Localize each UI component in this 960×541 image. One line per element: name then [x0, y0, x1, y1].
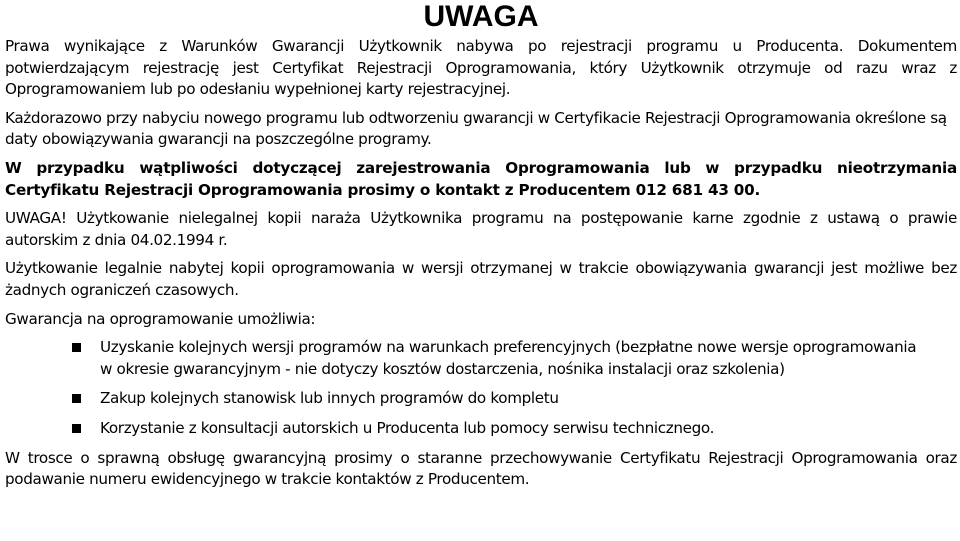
list-item-text: Uzyskanie kolejnych wersji programów na warunkach preferencyjnych (bezpłatne nowe wersje oprogramowania — [100, 338, 917, 357]
list-item — [5, 388, 957, 410]
paragraph-certificate-dates: Każdorazowo przy nabyciu nowego programu lub odtworzeniu gwarancji w Certyfikacie Rejestracji Oprogramowania określone są daty obowiązywania gwarancji na poszczególne programy. — [5, 108, 947, 149]
paragraph-registration: Prawa wynikające z Warunków Gwarancji Użytkownik nabywa po rejestracji programu u Producenta. Dokumentem potwierdzającym rejestrację jest Certyfikat Rejestracji Oprogramowania, który Użytkownik otrzymuje od razu wraz z Oprogramowaniem lub po odesłaniu wypełnionej karty rejestracyjnej. — [5, 37, 957, 99]
square-bullet-icon — [72, 424, 81, 433]
document-page — [5, 0, 957, 498]
paragraph-warning-illegal-copy: UWAGA! Użytkowanie nielegalnej kopii naraża Użytkownika programu na postępowanie karne zgodnie z ustawą o prawie autorskim z dnia 04.02.1994 r. — [5, 209, 957, 249]
paragraph-contact: W przypadku wątpliwości dotyczącej zarejestrowania Oprogramowania lub w przypadku nieotrzymania Certyfikatu Rejestracji Oprogramowania prosimy o kontakt z Producentem 012 681 43 00. — [5, 158, 957, 199]
list-item — [5, 337, 957, 380]
warranty-benefits-list — [5, 337, 957, 439]
square-bullet-icon — [72, 343, 81, 352]
square-bullet-icon — [72, 394, 81, 403]
list-item — [5, 418, 957, 440]
page-title: UWAGA — [423, 0, 539, 33]
list-item-text: Zakup kolejnych stanowisk lub innych programów do kompletu — [100, 389, 559, 408]
paragraph-warranty-enables: Gwarancja na oprogramowanie umożliwia: — [5, 309, 316, 328]
paragraph-keep-certificate: W trosce o sprawną obsługę gwarancyjną prosimy o staranne przechowywanie Certyfikatu Rejestracji Oprogramowania oraz podawanie numeru ewidencyjnego w trakcie kontaktów z Producentem. — [5, 448, 957, 489]
list-item-text: Korzystanie z konsultacji autorskich u Producenta lub pomocy serwisu technicznego. — [100, 418, 715, 437]
paragraph-legal-usage: Użytkowanie legalnie nabytej kopii oprogramowania w wersji otrzymanej w trakcie obowiązywania gwarancji jest możliwe bez żadnych ograniczeń czasowych. — [5, 259, 957, 299]
list-item-subtext: w okresie gwarancyjnym - nie dotyczy kosztów dostarczenia, nośnika instalacji oraz szkolenia) — [100, 359, 785, 378]
